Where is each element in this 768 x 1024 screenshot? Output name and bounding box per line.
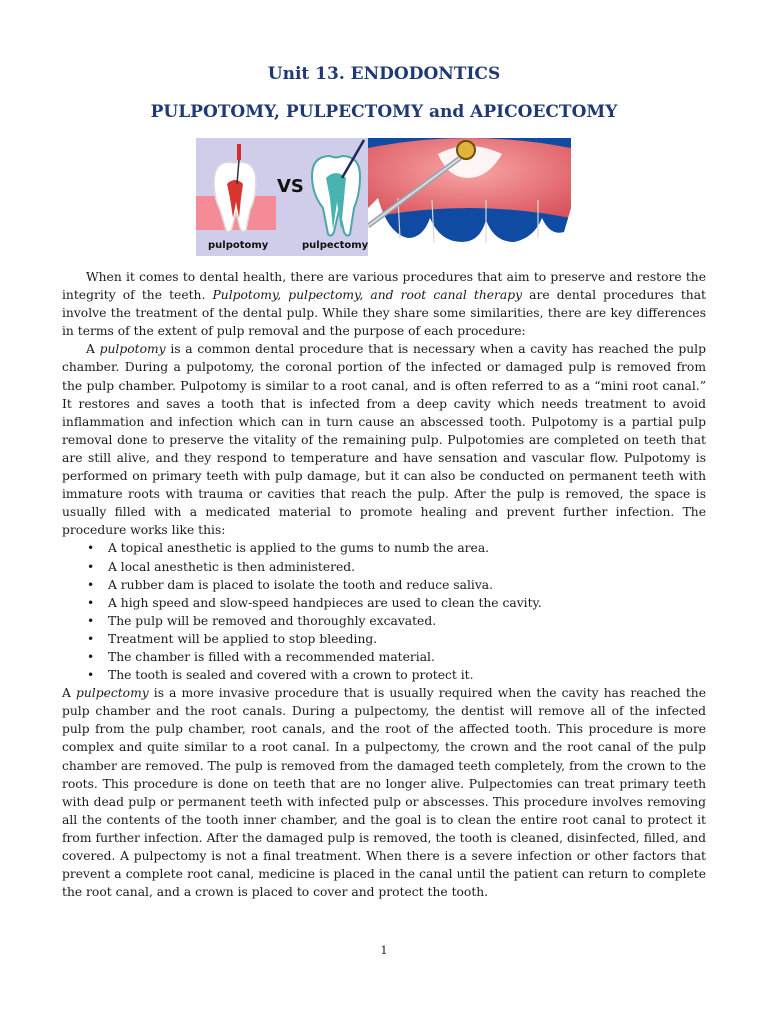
apicoectomy-illustration (368, 138, 571, 256)
article-body (62, 268, 706, 901)
teeth-illustration (196, 138, 368, 256)
list-item: • A local anesthetic is then administered. (108, 558, 706, 576)
list-item: • The pulp will be removed and thoroughly excavated. (108, 612, 706, 630)
instrument-handle (237, 144, 241, 160)
list-item: • The tooth is sealed and covered with a crown to protect it. (108, 666, 706, 684)
page-number: 1 (380, 944, 388, 957)
list-item: • The chamber is filled with a recommended material. (108, 648, 706, 666)
list-item: • Treatment will be applied to stop bleeding. (108, 630, 706, 648)
intro-italic: Pulpotomy, pulpectomy, and root canal therapy (212, 288, 523, 303)
pulpectomy-term: pulpectomy (75, 686, 149, 701)
pulpectomy-body: is a more invasive procedure that is usually required when the cavity has reached the pulp chamber and the root canals. During a pulpectomy, the dentist will remove all of the infected pulp from the pulp chamber, root canals, and the root of the affected tooth. This procedure is more complex and quite similar to a root canal. In a pulpectomy, the crown and the root canal of the pulp chamber are removed. The pulp is removed from the damaged teeth completely, from the crown to the roots. This procedure is done on teeth that are no longer alive. Pulpectomies can treat primary teeth with dead pulp or permanent teeth with infected pulp or abscesses. This procedure involves removing all the contents of the tooth inner chamber, and the goal is to clean the entire root canal to protect it from further infection. After the damaged pulp is removed, the tooth is cleaned, disinfected, filled, and covered. A pulpectomy is not a final treatment. When there is a severe infection or other factors that prevent a complete root canal, medicine is placed in the canal until the patient can return to complete the root canal, and a crown is placed to cover and protect the tooth. (62, 686, 706, 900)
pulpotomy-term: pulpotomy (99, 342, 166, 357)
pulpectomy-lead: A (62, 686, 76, 701)
vs-label: VS (277, 176, 304, 197)
pulpotomy-paragraph (62, 340, 706, 539)
pulpotomy-label: pulpotomy (208, 240, 269, 251)
list-item: • A topical anesthetic is applied to the gums to numb the area. (108, 539, 706, 557)
pulpotomy-vs-pulpectomy-illustration (196, 138, 368, 256)
comparison-figure (196, 138, 571, 256)
pulpotomy-body: is a common dental procedure that is necessary when a cavity has reached the pulp chamber. During a pulpotomy, the coronal portion of the infected or damaged pulp is removed from the pulp chamber. Pulpotomy is similar to a root canal, and is often referred to as a “mini root canal.” It restores and saves a tooth that is infected from a deep cavity which needs treatment to avoid inflammation and infection which can in turn cause an abscessed tooth. Pulpotomy is a partial pulp removal done to preserve the vitality of the remaining pulp. Pulpotomies are completed on teeth that are still alive, and they respond to temperature and have sensation and vascular flow. Pulpotomy is performed on primary teeth with pulp damage, but it can also be conducted on permanent teeth with immature roots with trauma or cavities that reach the pulp. After the pulp is removed, the space is usually filled with a medicated material to promote healing and prevent further infection. The procedure works like this: (62, 342, 706, 538)
unit-title: Unit 13. ENDODONTICS (267, 64, 501, 84)
page-subtitle: PULPOTOMY, PULPECTOMY and APICOECTOMY (150, 102, 618, 122)
intro-text-a: When it comes to dental health, there are various procedures that aim to preserve and restore the integrity of the teeth. (62, 270, 706, 303)
list-item: • A rubber dam is placed to isolate the tooth and reduce saliva. (108, 576, 706, 594)
jaw-illustration (368, 138, 571, 256)
intro-paragraph (62, 268, 706, 340)
procedure-steps-list (62, 539, 706, 684)
mirror-tool-icon (457, 141, 475, 159)
pulpectomy-paragraph (62, 684, 706, 901)
pulpectomy-label: pulpectomy (302, 240, 368, 251)
intro-text-b: are dental procedures that involve the treatment of the dental pulp. While they share some similarities, there are key differences in terms of the extent of pulp removal and the purpose of each procedure: (62, 288, 707, 339)
pulpotomy-lead: A (86, 342, 100, 357)
list-item: • A high speed and slow-speed handpieces are used to clean the cavity. (108, 594, 706, 612)
